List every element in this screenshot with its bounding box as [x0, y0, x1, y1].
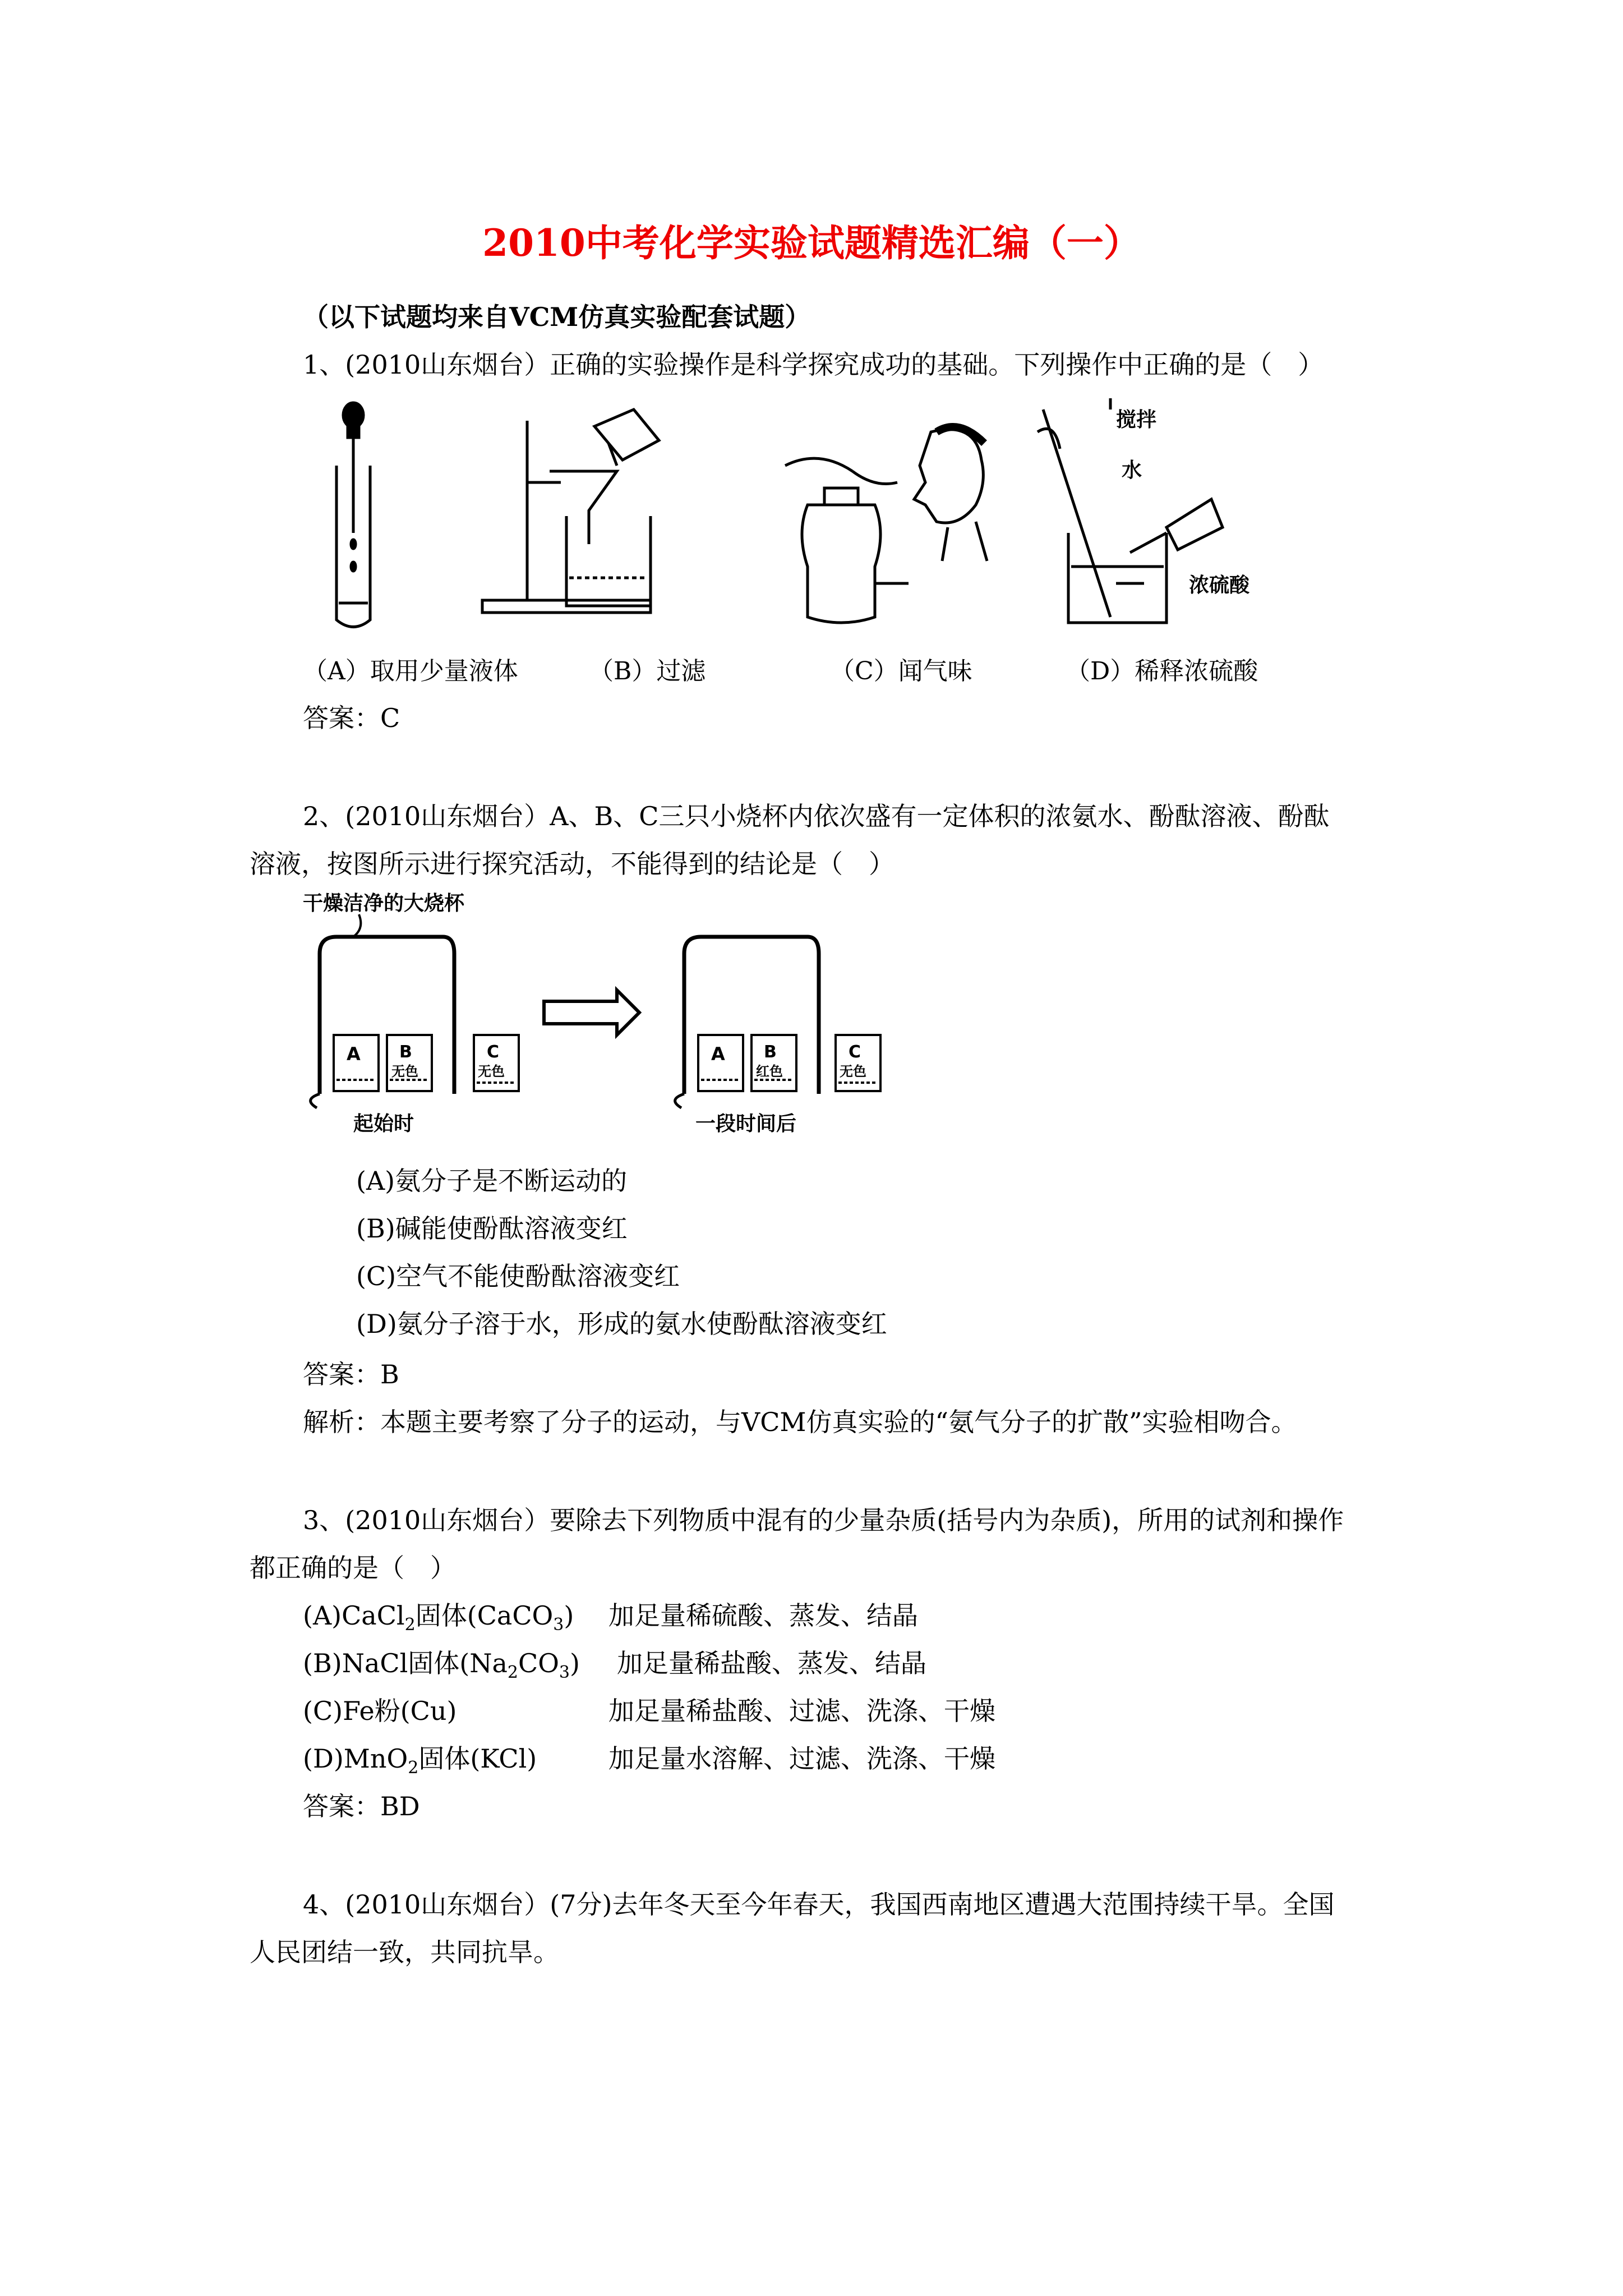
- label-a-start: A: [347, 1043, 361, 1065]
- q3-option-b: (B)NaCl固体$(Na_2CO_3)$: [303, 1648, 580, 1683]
- q3-option-b-method: 加足量稀盐酸、蒸发、结晶: [617, 1648, 926, 1678]
- label-b-start: B: [399, 1042, 412, 1062]
- q4-stem-line1: 4、(2010山东烟台）(7分)去年冬天至今年春天，我国西南地区遭遇大范围持续干旱。全国: [303, 1889, 1335, 1920]
- dropper-tube-illustration: [336, 403, 370, 627]
- source-note: （以下试题均来自VCM仿真实验配套试题）: [303, 302, 811, 332]
- start-caption: 起始时: [353, 1112, 414, 1135]
- stir-label: 搅拌: [1116, 408, 1157, 431]
- label-c-colorless: 无色: [478, 1064, 505, 1079]
- q3-option-d: (D)MnO$_2$固体(KCl): [303, 1743, 537, 1778]
- q2-option-c: (C)空气不能使酚酞溶液变红: [356, 1261, 680, 1291]
- q3-option-a-method: 加足量稀硫酸、蒸发、结晶: [608, 1600, 918, 1631]
- label-b-red: 红色: [756, 1064, 783, 1079]
- after-caption: 一段时间后: [695, 1112, 797, 1135]
- water-label: 水: [1122, 459, 1142, 482]
- label-c-start: C: [487, 1042, 500, 1062]
- q2-stem-line1: 2、(2010山东烟台）A、B、C三只小烧杯内依次盛有一定体积的浓氨水、酚酞溶液、酚酞: [303, 801, 1330, 831]
- q2-ammonia-figure: [303, 886, 965, 1144]
- q3-option-c: (C)Fe粉(Cu): [303, 1696, 457, 1726]
- q3-stem-line1: 3、(2010山东烟台）要除去下列物质中混有的少量杂质(括号内为杂质)，所用的试剂和操作: [303, 1505, 1344, 1535]
- q3-stem-line2: 都正确的是（ ）: [250, 1553, 456, 1583]
- acid-label: 浓硫酸: [1189, 574, 1250, 597]
- q2-option-b: (B)碱能使酚酞溶液变红: [356, 1213, 628, 1244]
- q1-caption-b: （B）过滤: [589, 657, 706, 685]
- label-c-after: C: [849, 1042, 861, 1062]
- q3-option-d-method: 加足量水溶解、过滤、洗涤、干燥: [608, 1743, 995, 1774]
- label-b-after: B: [764, 1042, 777, 1062]
- q2-option-d: (D)氨分子溶于水，形成的氨水使酚酞溶液变红: [356, 1309, 887, 1339]
- q2-analysis: 解析：本题主要考察了分子的运动，与VCM仿真实验的“氨气分子的扩散”实验相吻合。: [303, 1407, 1297, 1437]
- q3-option-a: (A)CaCl$_2$固体(CaCO$_3$): [303, 1600, 574, 1635]
- page-title: 2010中考化学实验试题精选汇编（一）: [482, 221, 1141, 265]
- q1-caption-c: （C）闻气味: [830, 657, 972, 685]
- label-c-after-colorless: 无色: [840, 1064, 866, 1079]
- filtration-illustration: [482, 409, 659, 613]
- q2-answer: 答案：B: [303, 1359, 399, 1389]
- q1-apparatus-figure: [314, 398, 1380, 639]
- label-a-after: A: [711, 1043, 725, 1065]
- q1-stem: 1、(2010山东烟台）正确的实验操作是科学探究成功的基础。下列操作中正确的是（ ）: [303, 349, 1324, 380]
- q4-stem-line2: 人民团结一致，共同抗旱。: [250, 1937, 559, 1967]
- big-beaker-label: 干燥洁净的大烧杯: [303, 892, 465, 915]
- arrow-icon: [544, 990, 639, 1035]
- q3-option-c-method: 加足量稀盐酸、过滤、洗涤、干燥: [608, 1696, 995, 1726]
- smelling-illustration: [785, 427, 987, 623]
- q1-caption-d: （D）稀释浓硫酸: [1066, 657, 1258, 685]
- q2-stem-line2: 溶液，按图所示进行探究活动，不能得到的结论是（ ）: [250, 849, 895, 879]
- q3-answer: 答案：BD: [303, 1791, 420, 1821]
- q1-answer: 答案：C: [303, 703, 400, 733]
- q2-option-a: (A)氨分子是不断运动的: [356, 1166, 628, 1196]
- q1-caption-a: （A）取用少量液体: [303, 657, 518, 685]
- label-b-colorless: 无色: [391, 1064, 418, 1079]
